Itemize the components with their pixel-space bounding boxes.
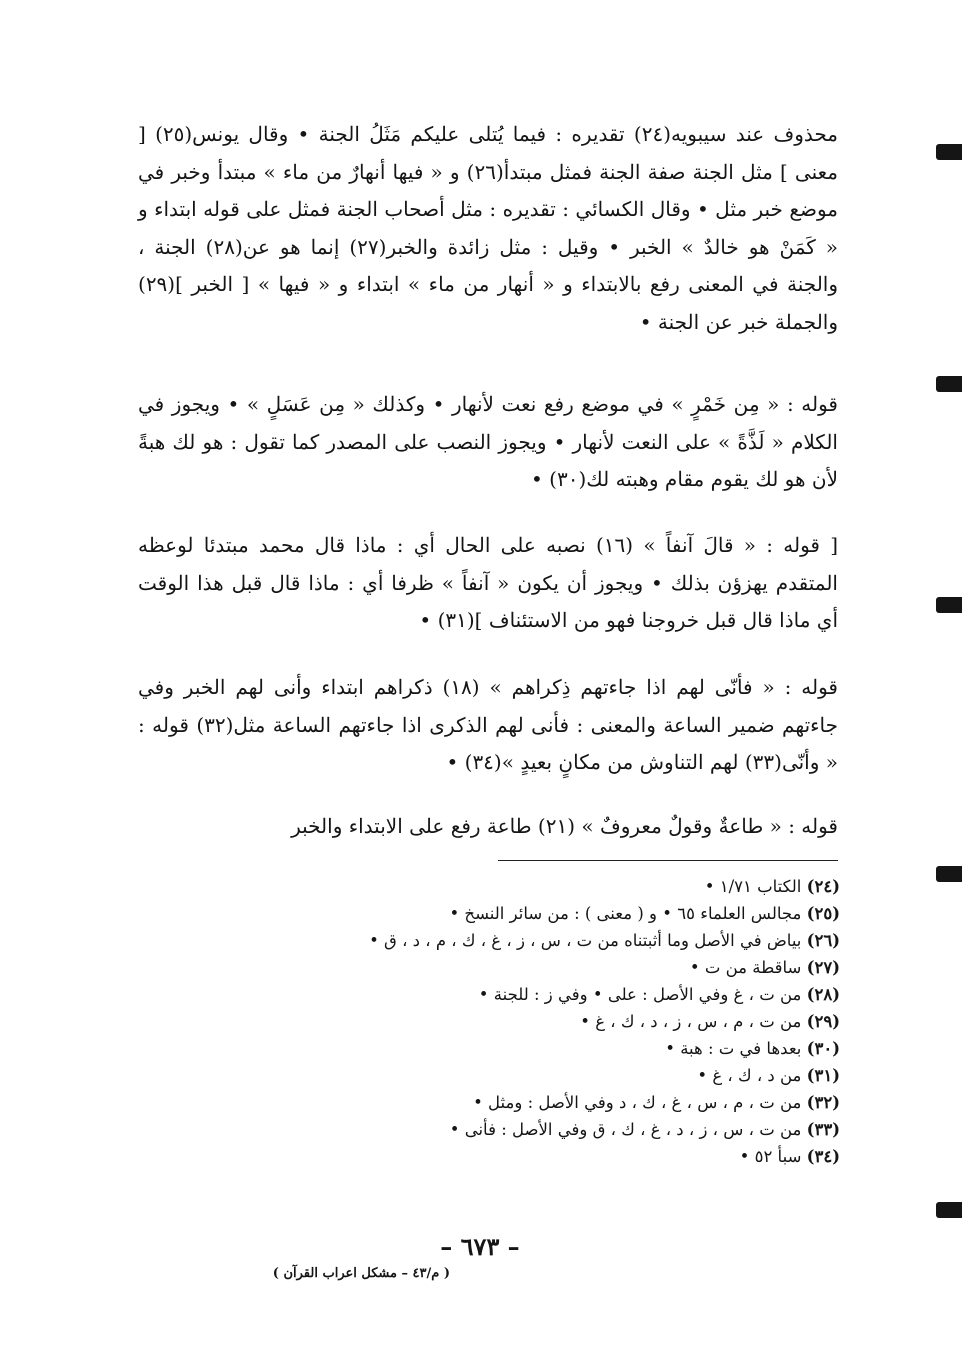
- margin-mark: [936, 144, 962, 160]
- paragraph-2: قوله : « مِن خَمْرٍ » في موضع رفع نعت لأنهار • وكذلك « مِن عَسَلٍ » • ويجوز في الكلام « لَذَّةً » على النعت لأنهار • ويجوز النصب على المصدر كما تقول : هو لك هبةً لأن هو لك يقوم مقام وهبته لك(٣٠) •: [138, 392, 838, 491]
- footnotes: [150, 873, 840, 1170]
- page-number: – ٦٧٣ –: [440, 1232, 520, 1261]
- footnote-number: (٢٩): [806, 1012, 840, 1031]
- footnote-text: من ت ، م ، س ، غ ، ك ، د وفي الأصل : ومثل •: [473, 1093, 802, 1112]
- footnote-text: من ت ، م ، س ، ز ، د ، ك ، غ •: [580, 1012, 802, 1031]
- footnote-number: (٢٨): [806, 985, 840, 1004]
- footnote-number: (٢٥): [806, 904, 840, 923]
- footnote-number: (٢٤): [806, 877, 840, 896]
- footnote-number: (٣١): [806, 1066, 840, 1085]
- running-footer: ( م/٤٣ – مشكل اعراب القرآن ): [272, 1266, 450, 1281]
- footnote-item: [150, 873, 840, 900]
- paragraph-5: قوله : « طاعةٌ وقولٌ معروفٌ » (٢١) طاعة رفع على الابتداء والخبر: [291, 814, 838, 838]
- footnote-item: [150, 927, 840, 954]
- margin-mark: [936, 866, 962, 882]
- footnote-number: (٣٤): [806, 1147, 840, 1166]
- footnote-divider: [498, 860, 838, 861]
- footnote-text: من د ، ك ، غ •: [697, 1066, 802, 1085]
- footnote-text: بياض في الأصل وما أثبتناه من ت ، س ، ز ، غ ، ك ، م ، د ، ق •: [369, 931, 802, 950]
- footnote-number: (٣٢): [806, 1093, 840, 1112]
- paragraph-1: محذوف عند سيبويه(٢٤) تقديره : فيما يُتلى عليكم مَثَلُ الجنة • وقال يونس(٢٥) [ معنى ] مثل الجنة صفة الجنة فمثل مبتدأ(٢٦) و « فيها أنهارٌ من ماء » مبتدأ وخبر في موضع خبر مثل • وقال الكسائي : تقديره : مثل أصحاب الجنة فمثل على قوله ابتداء و « كَمَنْ هو خالدٌ » الخبر • وقيل : مثل زائدة والخبر(٢٧) إنما هو عن(٢٨) الجنة ، والجنة في المعنى رفع بالابتداء و « أنهار من ماء » ابتداء و « فيها » [ الخبر ](٢٩) والجملة خبر عن الجنة •: [138, 122, 838, 334]
- footnote-item: [150, 1143, 840, 1170]
- footnote-item: [150, 1062, 840, 1089]
- footnote-text: من ت ، غ وفي الأصل : على • وفي ز : للجنة •: [478, 985, 802, 1004]
- footnote-item: [150, 1089, 840, 1116]
- footnote-text: بعدها في ت : هبة •: [665, 1039, 802, 1058]
- footnote-item: [150, 1008, 840, 1035]
- footnote-text: سبأ ٥٢ •: [739, 1147, 802, 1166]
- footnote-item: [150, 981, 840, 1008]
- footnote-text: مجالس العلماء ٦٥ • و ( معنى ) : من سائر النسخ •: [449, 904, 802, 923]
- footnote-text: ساقطة من ت •: [689, 958, 802, 977]
- footnote-item: [150, 954, 840, 981]
- paragraph-4: قوله : « فأنّى لهم اذا جاءتهم ذِكراهم » (١٨) ذكراهم ابتداء وأنى لهم الخبر وفي جاءتهم ضمير الساعة والمعنى : فأنى لهم الذكرى اذا جاءتهم الساعة مثل(٣٢) قوله : « وأنّى(٣٣) لهم التناوش من مكانٍ بعيدٍ »(٣٤) •: [138, 675, 839, 774]
- footnote-item: [150, 1035, 840, 1062]
- footnote-number: (٢٧): [806, 958, 840, 977]
- footnote-item: [150, 1116, 840, 1143]
- footnote-number: (٣٠): [806, 1039, 840, 1058]
- footnote-text: من ت ، س ، ز ، د ، غ ، ك ، ق وفي الأصل : فأنى •: [449, 1120, 802, 1139]
- footnote-item: [150, 900, 840, 927]
- paragraph-3: [ قوله : « قالَ آنفاً » (١٦) نصبه على الحال أي : ماذا قال محمد مبتدئا لوعظه المتقدم يهزؤن بذلك • ويجوز أن يكون « آنفاً » ظرفا أي : ماذا قال قبل هذا الوقت أي ماذا قال قبل خروجنا فهو من الاستئناف ](٣١) •: [138, 533, 838, 632]
- footnote-number: (٢٦): [806, 931, 840, 950]
- margin-mark: [936, 597, 962, 613]
- margin-mark: [936, 1202, 962, 1218]
- footnote-text: الكتاب ١/٧١ •: [704, 877, 802, 896]
- margin-mark: [936, 376, 962, 392]
- footnote-number: (٣٣): [806, 1120, 840, 1139]
